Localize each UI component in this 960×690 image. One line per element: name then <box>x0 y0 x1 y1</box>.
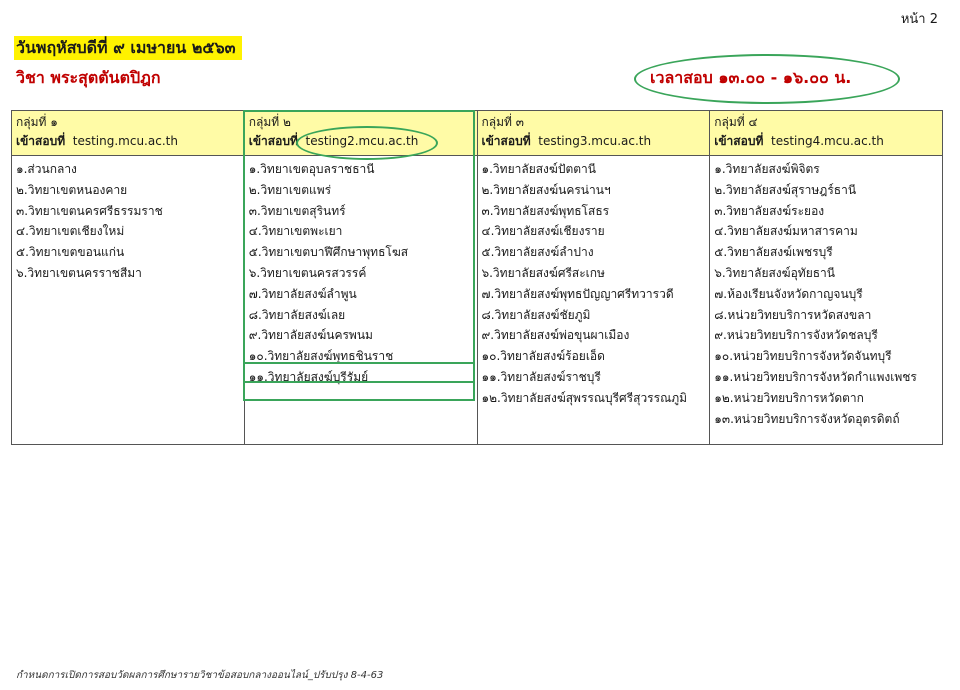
exam-time: เวลาสอบ ๑๓.๐๐ - ๑๖.๐๐ น. <box>650 68 852 87</box>
group-4-list-cell <box>710 156 943 445</box>
group-title: กลุ่มที่ ๔ <box>714 115 758 129</box>
exam-subject: วิชา พระสุตตันตปิฎก <box>16 68 161 87</box>
list-item: ๓.วิทยาเขตสุรินทร์ <box>248 203 346 218</box>
list-item: ๑๓.หน่วยวิทยบริการจังหวัดอุตรดิตถ์ <box>714 411 900 426</box>
list-item: ๑๑.วิทยาลัยสงฆ์ราชบุรี <box>481 369 601 384</box>
list-item: ๕.วิทยาเขตขอนแก่น <box>16 245 125 260</box>
list-item: ๒.วิทยาลัยสงฆ์นครน่านฯ <box>481 182 611 197</box>
list-item: ๑๐.วิทยาลัยสงฆ์ร้อยเอ็ด <box>481 349 605 364</box>
group-title: กลุ่มที่ ๓ <box>481 115 524 129</box>
list-item: ๙.วิทยาลัยสงฆ์พ่อขุนผาเมือง <box>481 328 630 343</box>
list-item: ๗.วิทยาลัยสงฆ์พุทธปัญญาศรีทวารวดี <box>481 286 674 301</box>
group-1-header <box>12 111 245 156</box>
list-item: ๑.วิทยาลัยสงฆ์ปัตตานี <box>481 162 596 176</box>
list-item: ๙.วิทยาลัยสงฆ์นครพนม <box>248 328 373 343</box>
group-url: testing.mcu.ac.th <box>72 134 178 148</box>
list-item: ๔.วิทยาลัยสงฆ์มหาสารคาม <box>714 224 858 239</box>
group-title: กลุ่มที่ ๒ <box>248 115 291 129</box>
list-item: ๙.หน่วยวิทยบริการจังหวัดชลบุรี <box>714 328 878 343</box>
list-item: ๒.วิทยาเขตหนองคาย <box>16 182 128 197</box>
entry-label: เข้าสอบที่ <box>481 134 531 148</box>
list-item: ๑.วิทยาลัยสงฆ์พิจิตร <box>714 162 820 176</box>
list-item: ๖.วิทยาเขตนครราชสีมา <box>16 265 142 280</box>
entry-label: เข้าสอบที่ <box>16 134 66 148</box>
list-item: ๑.ส่วนกลาง <box>16 162 77 176</box>
group-url: testing4.mcu.ac.th <box>771 134 884 148</box>
group-2-list-cell <box>244 156 477 445</box>
list-item: ๑๒.วิทยาลัยสงฆ์สุพรรณบุรีศรีสุวรรณภูมิ <box>481 390 688 405</box>
table-header-row <box>12 111 943 156</box>
list-item: ๕.วิทยาลัยสงฆ์ลำปาง <box>481 245 594 260</box>
list-item: ๑๑.วิทยาลัยสงฆ์บุรีรัมย์ <box>248 369 369 384</box>
list-item: ๒.วิทยาเขตแพร่ <box>248 182 332 197</box>
group-4-list <box>710 156 942 429</box>
list-item: ๔.วิทยาลัยสงฆ์เชียงราย <box>481 224 605 239</box>
list-item: ๒.วิทยาลัยสงฆ์สุราษฎร์ธานี <box>714 182 857 197</box>
list-item: ๑๐.วิทยาลัยสงฆ์พุทธชินราช <box>248 349 394 364</box>
group-title: กลุ่มที่ ๑ <box>16 115 58 129</box>
page-number: หน้า 2 <box>900 12 938 27</box>
group-3-header <box>477 111 710 156</box>
group-url: testing2.mcu.ac.th <box>305 134 419 148</box>
list-item: ๑๑.หน่วยวิทยบริการจังหวัดกำแพงเพชร <box>714 369 917 384</box>
entry-label: เข้าสอบที่ <box>714 134 764 148</box>
list-item: ๔.วิทยาเขตเชียงใหม่ <box>16 224 125 239</box>
list-item: ๗.ห้องเรียนจังหวัดกาญจนบุรี <box>714 286 863 301</box>
table-body-row <box>12 156 943 445</box>
list-item: ๓.วิทยาลัยสงฆ์พุทธโสธร <box>481 203 610 218</box>
list-item: ๘.วิทยาลัยสงฆ์เลย <box>248 307 346 322</box>
group-2-list <box>245 156 477 388</box>
exam-group-table <box>11 110 943 445</box>
group-1-list <box>12 156 244 284</box>
list-item: ๗.วิทยาลัยสงฆ์ลำพูน <box>248 286 357 301</box>
list-item: ๑๒.หน่วยวิทยบริการหวัดตาก <box>714 390 864 405</box>
list-item: ๖.วิทยาลัยสงฆ์ศรีสะเกษ <box>481 265 605 280</box>
list-item: ๓.วิทยาเขตนครศรีธรรมราช <box>16 203 163 218</box>
list-item: ๘.หน่วยวิทยบริการหวัดสงขลา <box>714 307 872 322</box>
entry-label: เข้าสอบที่ <box>248 134 298 148</box>
list-item: ๕.วิทยาเขตบาฬีศึกษาพุทธโฆส <box>248 245 409 260</box>
footer-note: กำหนดการเปิดการสอบวัดผลการศึกษารายวิชาข้อสอบกลางออนไลน์_ปรับปรุง 8-4-63 <box>16 670 384 681</box>
list-item: ๖.วิทยาลัยสงฆ์อุทัยธานี <box>714 265 835 280</box>
group-url: testing3.mcu.ac.th <box>538 134 652 148</box>
group-4-header <box>710 111 943 156</box>
list-item: ๖.วิทยาเขตนครสวรรค์ <box>248 265 367 280</box>
list-item: ๑.วิทยาเขตอุบลราชธานี <box>248 162 375 176</box>
group-3-list <box>478 156 710 409</box>
list-item: ๓.วิทยาลัยสงฆ์ระยอง <box>714 203 825 218</box>
group-3-list-cell <box>477 156 710 445</box>
list-item: ๔.วิทยาเขตพะเยา <box>248 224 343 239</box>
exam-date: วันพฤหัสบดีที่ ๙ เมษายน ๒๕๖๓ <box>14 36 242 60</box>
list-item: ๑๐.หน่วยวิทยบริการจังหวัดจันทบุรี <box>714 349 892 364</box>
list-item: ๕.วิทยาลัยสงฆ์เพชรบุรี <box>714 245 833 260</box>
group-1-list-cell <box>12 156 245 445</box>
group-2-header <box>244 111 477 156</box>
list-item: ๘.วิทยาลัยสงฆ์ชัยภูมิ <box>481 307 591 322</box>
